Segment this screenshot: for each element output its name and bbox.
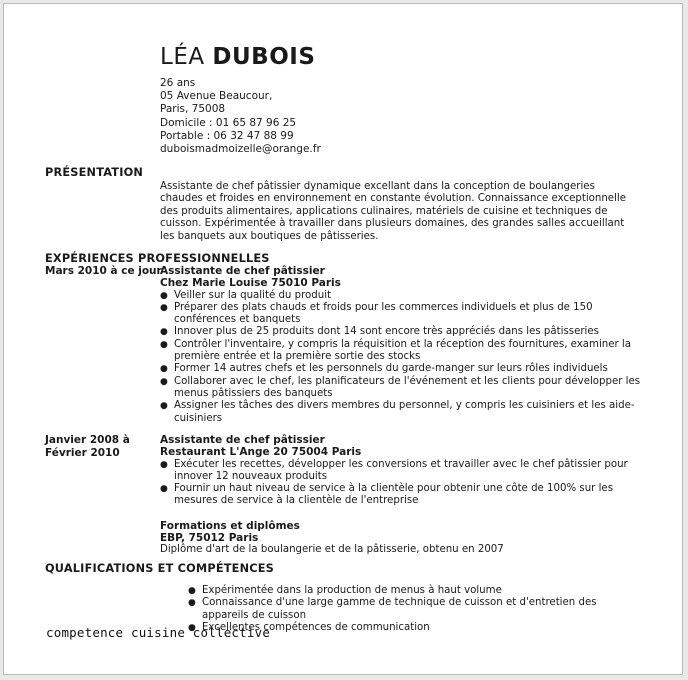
contact-mobile-phone: Portable : 06 32 47 88 99 — [160, 129, 294, 142]
education-diploma: Diplôme d'art de la boulangerie et de la pâtisserie, obtenu en 2007 — [160, 544, 504, 556]
job-1-bullet: ● Contrôler l'inventaire, y compris la réquisition et la réception des fournitures, examiner la première entrée et la première sortie des stocks — [160, 339, 648, 364]
presentation-text: Assistante de chef pâtissier dynamique excellant dans la conception de boulangeries chaudes et froides en environnement en constante évolution. Connaissance exceptionnelle des produits alimentaires, applications culinaires, matériels de cuisine et techniques de cuisson. Expérimentée à travailler dans plusieurs domaines, des grandes salles accueillant les banquets aux boutiques de pâtisseries. — [160, 181, 626, 242]
qualification-item: ● Connaissance d'une large gamme de technique de cuisson et d'entretien des appareils de cuisson — [188, 597, 628, 622]
contact-email: duboismadmoizelle@orange.fr — [160, 143, 321, 156]
candidate-name — [160, 44, 315, 70]
job-1-details — [160, 265, 648, 425]
job-2-company: Restaurant L'Ange 20 75004 Paris — [160, 446, 362, 459]
contact-home-phone: Domicile : 01 65 87 96 25 — [160, 116, 297, 129]
job-1-bullet: ● Innover plus de 25 produits dont 14 sont encore très appréciés dans les pâtisseries — [160, 326, 648, 338]
contact-address-street: 05 Avenue Beaucour, — [160, 90, 273, 103]
experience-heading: EXPÉRIENCES PROFESSIONNELLES — [45, 252, 270, 265]
qualification-item: ● Excellentes compétences de communication — [188, 622, 628, 634]
job-2-date: Janvier 2008 à Février 2010 — [45, 434, 130, 459]
job-2-bullet-list — [160, 459, 648, 508]
job-1-bullet: ● Préparer des plats chauds et froids pour les commerces individuels et plus de 150 conférences et banquets — [160, 302, 648, 327]
qualification-item: ● Expérimentée dans la production de menus à haut volume — [188, 585, 628, 597]
qualifications-heading: QUALIFICATIONS ET COMPÉTENCES — [45, 562, 274, 575]
contact-address-city: Paris, 75008 — [160, 103, 226, 116]
job-1-bullet-list — [160, 290, 648, 425]
job-2-bullet: ● Exécuter les recettes, développer les conversions et travailler avec le chef pâtissier pour innover 12 nouveaux produits — [160, 459, 648, 484]
presentation-heading: PRÉSENTATION — [45, 166, 144, 179]
education-school: EBP, 75012 Paris — [160, 532, 259, 545]
first-name: LÉA — [160, 44, 205, 70]
last-name: DUBOIS — [212, 44, 316, 70]
job-1-company: Chez Marie Louise 75010 Paris — [160, 277, 341, 290]
education-block — [160, 520, 648, 557]
resume-page — [3, 3, 683, 675]
image-caption: competence cuisine collective — [46, 625, 271, 640]
job-1-bullet: ● Veiller sur la qualité du produit — [160, 290, 648, 302]
job-1-bullet: ● Former 14 autres chefs et les personnels du garde-manger sur leurs rôles individuels — [160, 363, 648, 375]
job-1-bullet: ● Collaborer avec le chef, les planificateurs de l'événement et les clients pour développer les menus pâtissiers des banquets — [160, 376, 648, 401]
job-1-bullet: ● Assigner les tâches des divers membres du personnel, y compris les cuisiniers et les aide-cuisiniers — [160, 400, 648, 425]
contact-block — [160, 77, 321, 156]
job-1-position: Assistante de chef pâtissier — [160, 265, 325, 277]
contact-age: 26 ans — [160, 77, 196, 89]
job-2-bullet: ● Fournir un haut niveau de service à la clientèle pour obtenir une côte de 100% sur les mesures de service à la clientèle de l'entreprise — [160, 483, 648, 508]
job-2-position: Assistante de chef pâtissier — [160, 434, 325, 446]
job-1-date: Mars 2010 à ce jour — [45, 265, 162, 277]
job-2-details — [160, 434, 648, 557]
education-heading: Formations et diplômes — [160, 519, 300, 532]
